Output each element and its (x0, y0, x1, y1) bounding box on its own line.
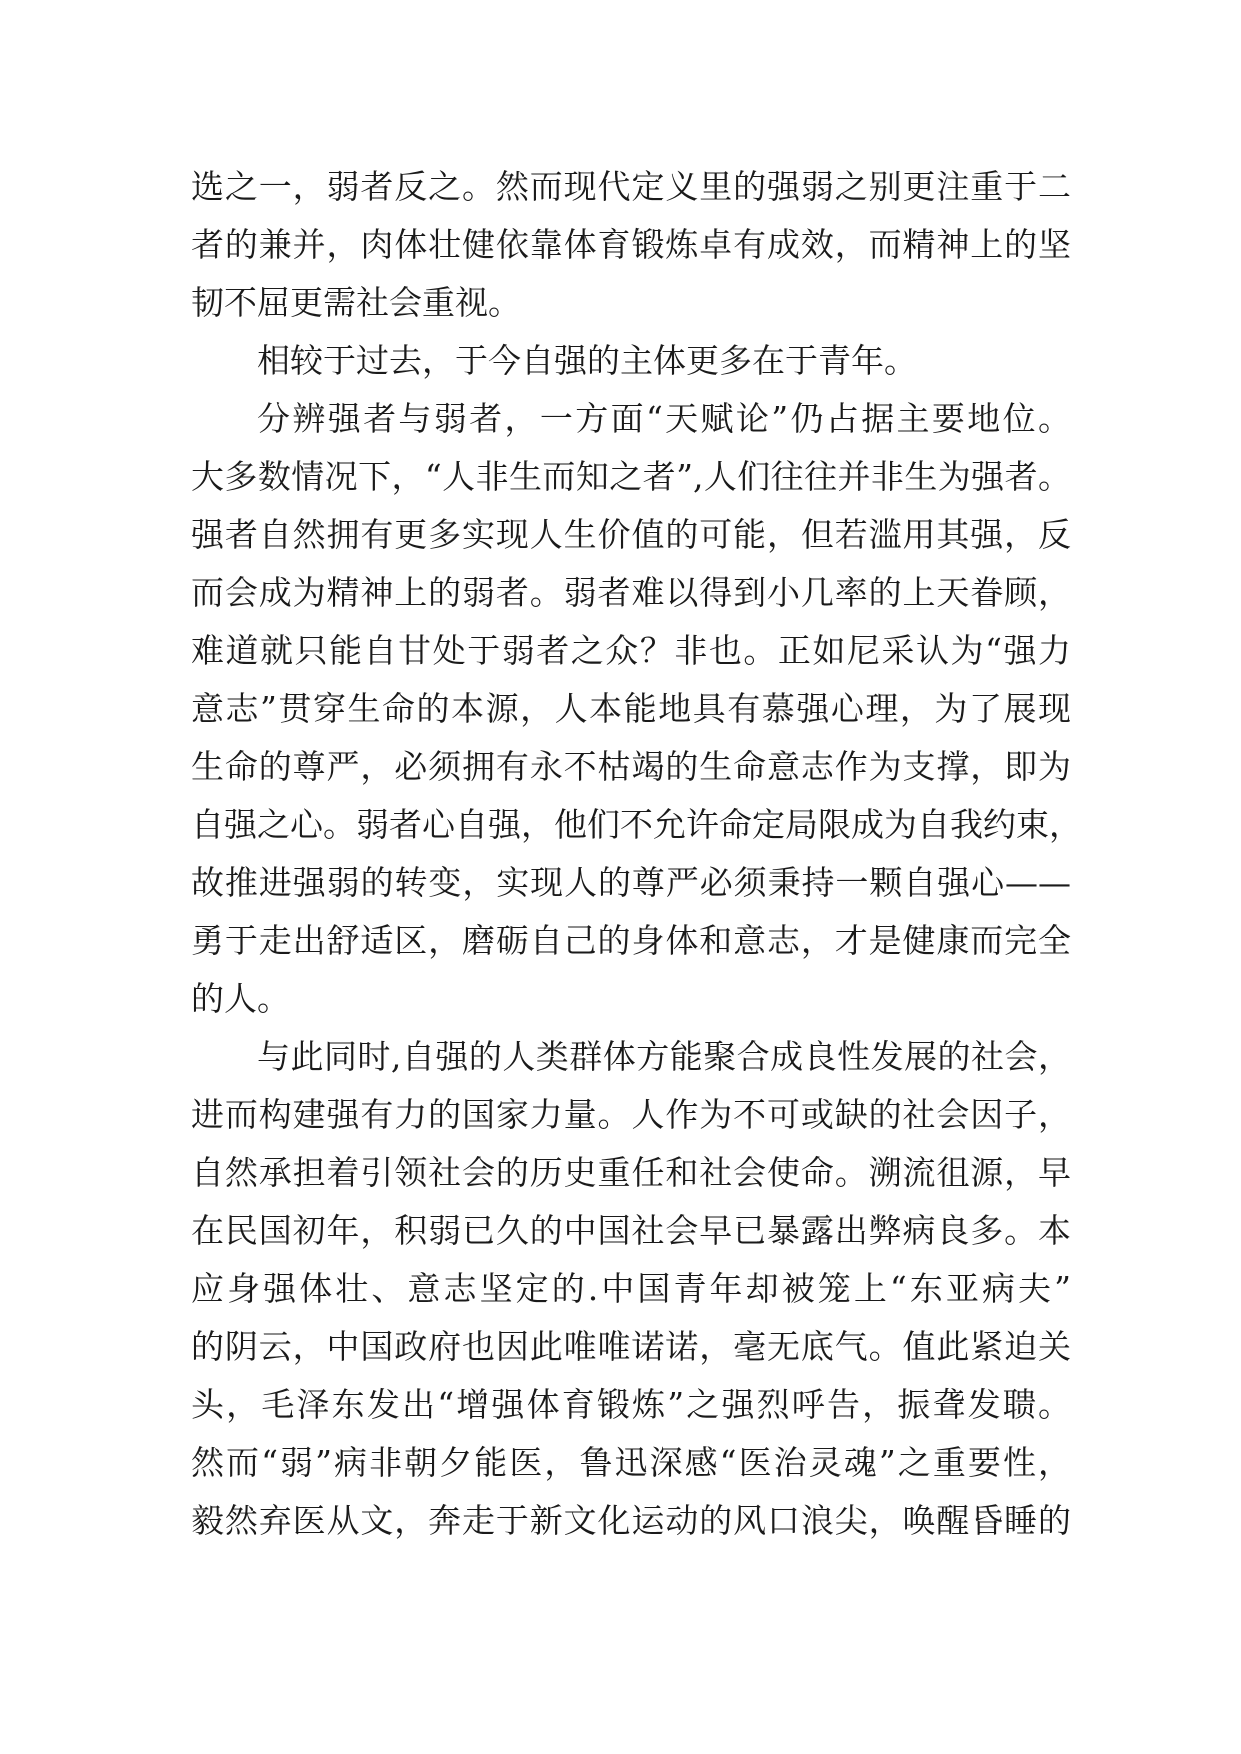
text-line: 者的兼并，肉体壮健依靠体育锻炼卓有成效，而精神上的坚 (191, 225, 1071, 264)
text-line: 进而构建强有力的国家力量。人作为不可或缺的社会因子， (191, 1095, 1071, 1134)
text-line: 韧不屈更需社会重视。 (191, 283, 521, 322)
text-line: 相较于过去，于今自强的主体更多在于青年。 (257, 341, 917, 380)
text-line: 毅然弃医从文，奔走于新文化运动的风口浪尖，唤醒昏睡的 (191, 1501, 1071, 1540)
text-line: 强者自然拥有更多实现人生价值的可能，但若滥用其强，反 (191, 515, 1071, 554)
text-line: 的阴云，中国政府也因此唯唯诺诺，毫无底气。值此紧迫关 (191, 1327, 1071, 1366)
text-line: 故推进强弱的转变，实现人的尊严必须秉持一颗自强心—— (191, 863, 1071, 902)
text-line: 选之一，弱者反之。然而现代定义里的强弱之别更注重于二 (191, 167, 1071, 206)
text-line: 难道就只能自甘处于弱者之众？非也。正如尼采认为“强力 (191, 631, 1071, 670)
text-line: 然而“弱”病非朝夕能医，鲁迅深感“医治灵魂”之重要性， (191, 1443, 1071, 1482)
text-line: 而会成为精神上的弱者。弱者难以得到小几率的上天眷顾， (191, 573, 1071, 612)
body-text (191, 158, 1082, 1550)
text-line: 的人。 (191, 979, 290, 1018)
text-line: 大多数情况下，“人非生而知之者”,人们往往并非生为强者。 (191, 457, 1071, 496)
text-line: 自强之心。弱者心自强，他们不允许命定局限成为自我约束， (191, 805, 1082, 844)
text-line: 在民国初年，积弱已久的中国社会早已暴露出弊病良多。本 (191, 1211, 1071, 1250)
text-line: 头，毛泽东发出“增强体育锻炼”之强烈呼告，振聋发聩。 (191, 1385, 1071, 1424)
text-line: 生命的尊严，必须拥有永不枯竭的生命意志作为支撑，即为 (191, 747, 1071, 786)
text-line: 应身强体壮、意志坚定的.中国青年却被笼上“东亚病夫” (191, 1269, 1071, 1308)
text-line: 自然承担着引领社会的历史重任和社会使命。溯流徂源，早 (191, 1153, 1071, 1192)
text-line: 意志”贯穿生命的本源，人本能地具有慕强心理，为了展现 (191, 689, 1071, 728)
text-line: 与此同时,自强的人类群体方能聚合成良性发展的社会， (257, 1037, 1071, 1076)
text-line: 分辨强者与弱者，一方面“天赋论”仍占据主要地位。 (257, 399, 1071, 438)
text-line: 勇于走出舒适区，磨砺自己的身体和意志，才是健康而完全 (191, 921, 1071, 960)
